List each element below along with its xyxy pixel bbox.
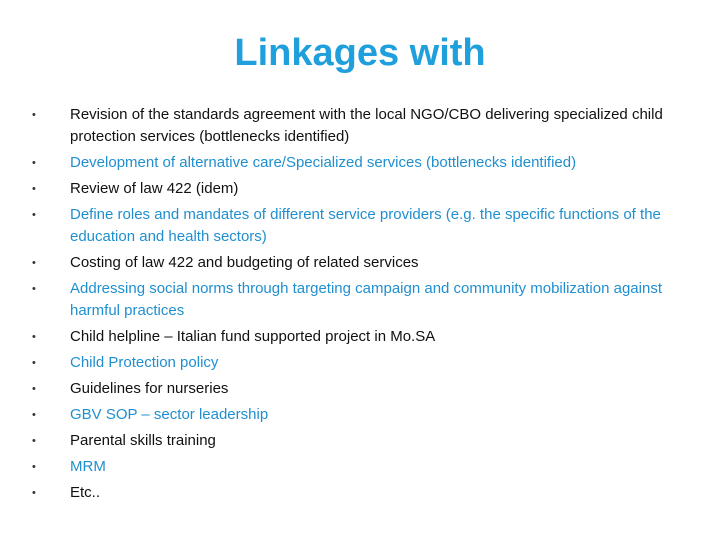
bullet-text: Parental skills training [70,432,216,449]
bullet-text: Addressing social norms through targeting campaign and community mobilization against harmful practices [70,280,662,319]
bullet-item [30,152,700,174]
bullet-item [30,178,700,200]
bullet-text: Child helpline – Italian fund supported project in Mo.SA [70,328,436,345]
bullet-item [30,252,700,274]
bullet-text: GBV SOP – sector leadership [70,406,269,423]
bullet-text: Revision of the standards agreement with the local NGO/CBO delivering specialized child protection services (bottlenecks identified) [70,106,663,145]
bullet-text: Child Protection policy [70,354,219,371]
bullet-icon: • [32,257,36,269]
bullet-icon: • [32,461,36,473]
bullet-icon: • [32,157,36,169]
bullet-icon: • [32,487,36,499]
bullet-text: Etc.. [70,484,101,501]
bullet-text: Development of alternative care/Specialized services (bottlenecks identified) [70,154,577,171]
bullet-item [30,430,700,452]
bullet-icon: • [32,331,36,343]
bullet-item [30,404,700,426]
bullet-text: MRM [70,458,106,475]
bullet-icon: • [32,209,36,221]
slide-title: Linkages with [234,32,486,74]
bullet-icon: • [32,435,36,447]
bullet-text: Review of law 422 (idem) [70,180,239,197]
bullet-item [30,204,700,248]
bullet-icon: • [32,409,36,421]
bullet-text: Define roles and mandates of different service providers (e.g. the specific functions of the education and health sectors) [70,206,661,245]
bullet-text: Guidelines for nurseries [70,380,229,397]
bullet-icon: • [32,283,36,295]
bullet-item [30,482,700,504]
bullet-list [30,104,700,508]
bullet-item [30,352,700,374]
bullet-item [30,326,700,348]
bullet-icon: • [32,357,36,369]
bullet-icon: • [32,109,36,121]
bullet-icon: • [32,383,36,395]
bullet-text: Costing of law 422 and budgeting of related services [70,254,419,271]
bullet-item [30,104,700,148]
bullet-item [30,456,700,478]
bullet-item [30,278,700,322]
bullet-item [30,378,700,400]
bullet-icon: • [32,183,36,195]
